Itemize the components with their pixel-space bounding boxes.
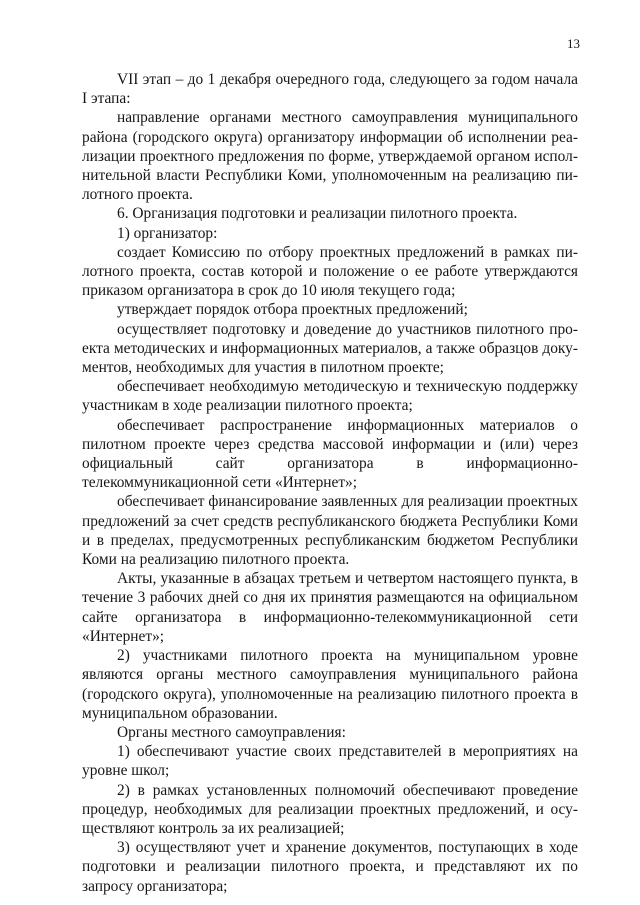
document-body bbox=[82, 70, 578, 896]
paragraph: обеспечивает распространение информационных материалов о пилотном проекте через средства массовой информации и (или) через официальный сайт организатора в информационно-телекоммуникационной сети «Интернет»; bbox=[82, 416, 578, 492]
page-number: 13 bbox=[567, 36, 580, 51]
paragraph: утверждает порядок отбора проектных предложений; bbox=[117, 301, 468, 319]
paragraph: Акты, указанные в абзацах третьем и четвертом настоящего пункта, в течение 3 рабочих дней со дня их принятия размещаются на официальном сайте организатора в информационно-телекоммуникационной сети «Интернет»; bbox=[82, 570, 578, 645]
paragraph: VII этап – до 1 декабря очередного года, следующего за годом начала I этапа: bbox=[82, 71, 578, 108]
paragraph: направление органами местного самоуправления муниципального района (городского округа) организатору информации об исполнении реализации проектного предложения по форме, утверждаемой органом исполнительной власти Республики Коми, уполномоченным на реализацию пилотного проекта. bbox=[82, 109, 578, 204]
paragraph: 6. Организация подготовки и реализации пилотного проекта. bbox=[117, 205, 518, 223]
paragraph: 1) организатор: bbox=[117, 224, 218, 242]
paragraph: 2) в рамках установленных полномочий обеспечивают проведение процедур, необходимых для реализации проектных предложений, и осуществляют контроль за их реализацией; bbox=[82, 781, 578, 837]
paragraph: 1) обеспечивают участие своих представителей в мероприятиях на уровне школ; bbox=[82, 743, 578, 780]
paragraph: обеспечивает финансирование заявленных для реализации проектных предложений за счет средств республиканского бюджета Республики Коми и в пределах, предусмотренных республиканским бюджетом Республики Коми на реализацию пилотного проекта. bbox=[82, 493, 578, 569]
paragraph: обеспечивает необходимую методическую и техническую поддержку участникам в ходе реализации пилотного проекта; bbox=[82, 378, 578, 415]
paragraph: 2) участниками пилотного проекта на муниципальном уровне являются органы местного самоуправления муниципального района (городского округа), уполномоченные на реализацию пилотного проекта в муниципальном образовании. bbox=[82, 647, 578, 722]
paragraph: Органы местного самоуправления: bbox=[117, 723, 346, 741]
paragraph: 3) осуществляют учет и хранение документов, поступающих в ходе подготовки и реализации пилотного проекта, и представляют их по запросу организатора; bbox=[82, 839, 578, 895]
paragraph: осуществляет подготовку и доведение до участников пилотного проекта методических и информационных материалов, а также образцов документов, необходимых для участия в пилотном проекте; bbox=[82, 320, 578, 377]
paragraph: создает Комиссию по отбору проектных предложений в рамках пилотного проекта, состав которой и положение о ее работе утверждаются приказом организатора в срок до 10 июля текущего года; bbox=[82, 243, 578, 300]
